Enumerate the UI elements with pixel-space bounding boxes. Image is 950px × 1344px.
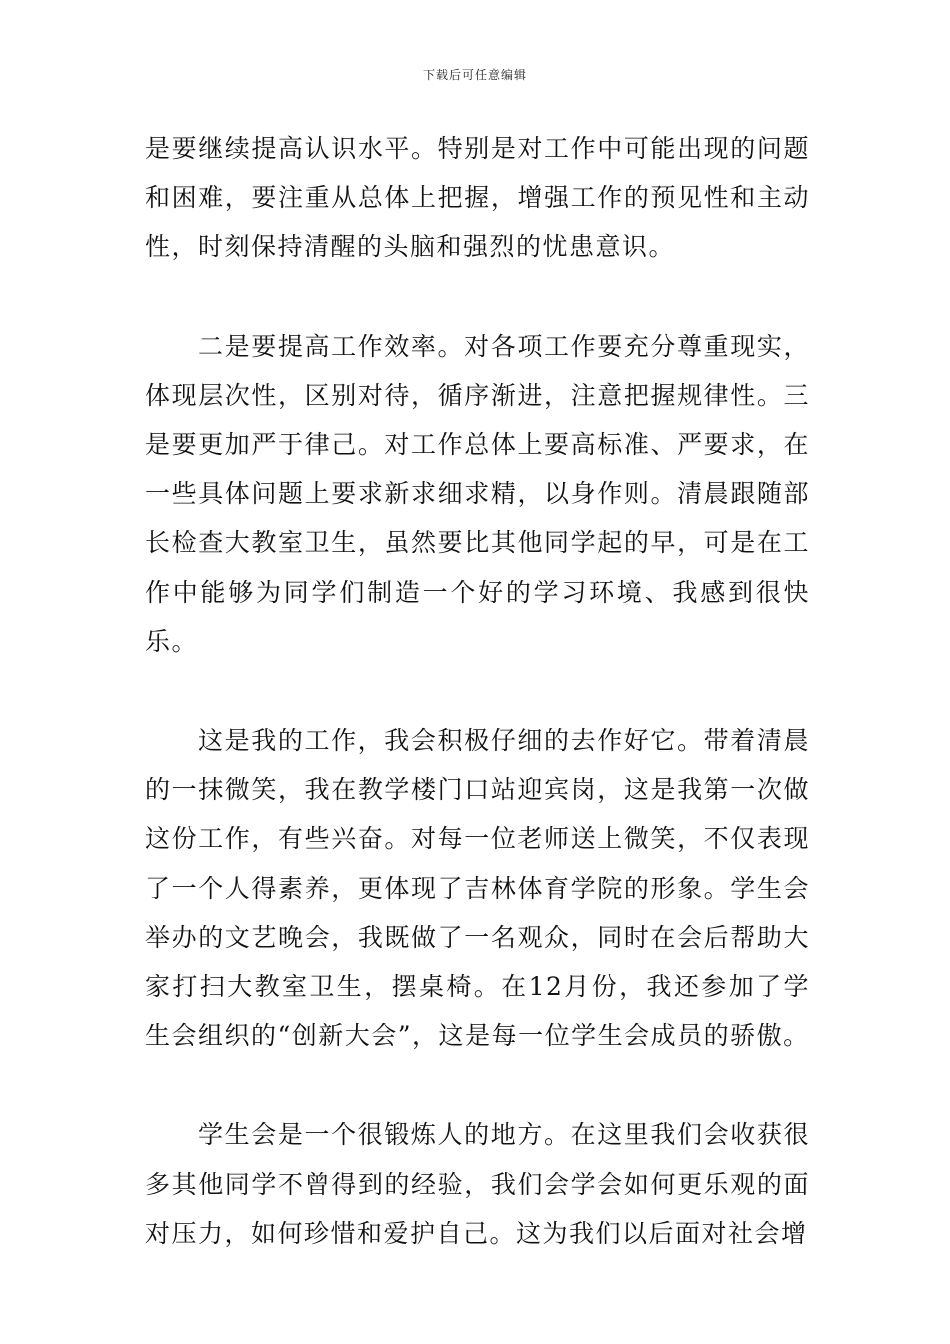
paragraph: 这是我的工作，我会积极仔细的去作好它。带着清晨的一抹微笑，我在教学楼门口站迎宾岗，这是我第一次做这份工作，有些兴奋。对每一位老师送上微笑，不仅表现了一个人得素养，更体现了吉林体育学院的形象。学生会举办的文艺晚会，我既做了一名观众，同时在会后帮助大家打扫大教室卫生，摆桌椅。在12月份，我还参加了学生会组织的“创新大会”，这是每一位学生会成员的骄傲。 (145, 726, 810, 1051)
document-body (145, 124, 810, 1258)
paragraph: 学生会是一个很锻炼人的地方。在这里我们会收获很多其他同学不曾得到的经验，我们会学会如何更乐观的面对压力，如何珍惜和爱护自己。这为我们以后面对社会增 (145, 1120, 810, 1248)
page-header: 下载后可任意编辑 (422, 68, 527, 82)
paragraph: 是要继续提高认识水平。特别是对工作中可能出现的问题和困难，要注重从总体上把握，增强工作的预见性和主动性，时刻保持清醒的头脑和强烈的忧患意识。 (145, 134, 810, 262)
paragraph: 二是要提高工作效率。对各项工作要充分尊重现实，体现层次性，区别对待，循序渐进，注意把握规律性。三是要更加严于律己。对工作总体上要高标准、严要求，在一些具体问题上要求新求细求精，以身作则。清晨跟随部长检查大教室卫生，虽然要比其他同学起的早，可是在工作中能够为同学们制造一个好的学习环境、我感到很快乐。 (145, 331, 810, 656)
